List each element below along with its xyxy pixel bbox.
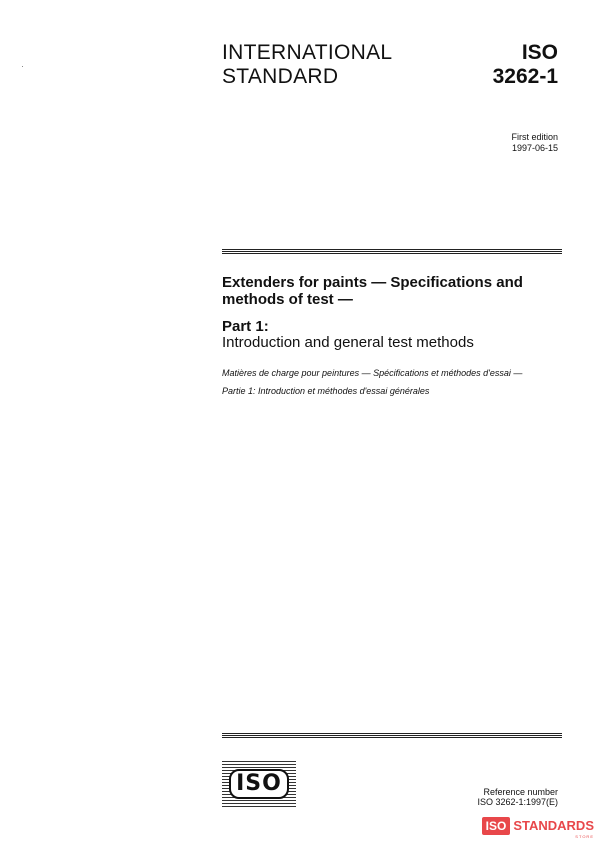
document-type — [222, 41, 392, 89]
doc-type-line-1: INTERNATIONAL — [222, 41, 393, 64]
edition-info — [511, 132, 558, 154]
part-label: Part 1: — [222, 318, 269, 335]
french-title: Matières de charge pour peintures — Spécifications et méthodes d'essai — — [222, 368, 523, 378]
doc-type-line-2: STANDARD — [222, 65, 339, 88]
reference-number: ISO 3262-1:1997(E) — [477, 797, 558, 807]
store-text: STANDARDS — [513, 818, 594, 833]
iso-number-line-1: ISO — [521, 41, 558, 64]
iso-logo — [222, 761, 296, 807]
store-watermark — [482, 813, 594, 839]
store-badge: ISO — [482, 817, 511, 835]
iso-number-line-2: 3262-1 — [492, 65, 558, 88]
reference-label: Reference number — [483, 787, 558, 797]
edition-date: 1997-06-15 — [511, 143, 558, 153]
scan-speck — [22, 66, 23, 67]
document-title: Extenders for paints — Specifications and methods of test — — [222, 274, 523, 308]
french-part-title: Partie 1: Introduction et méthodes d'essai générales — [222, 386, 430, 396]
bottom-divider — [222, 733, 562, 738]
iso-number — [493, 41, 558, 89]
iso-logo-text: ISO — [229, 769, 289, 799]
store-subtext: STORE — [575, 834, 594, 839]
top-divider — [222, 249, 562, 255]
part-title: Introduction and general test methods — [222, 334, 474, 351]
edition-label: First edition — [511, 132, 558, 142]
